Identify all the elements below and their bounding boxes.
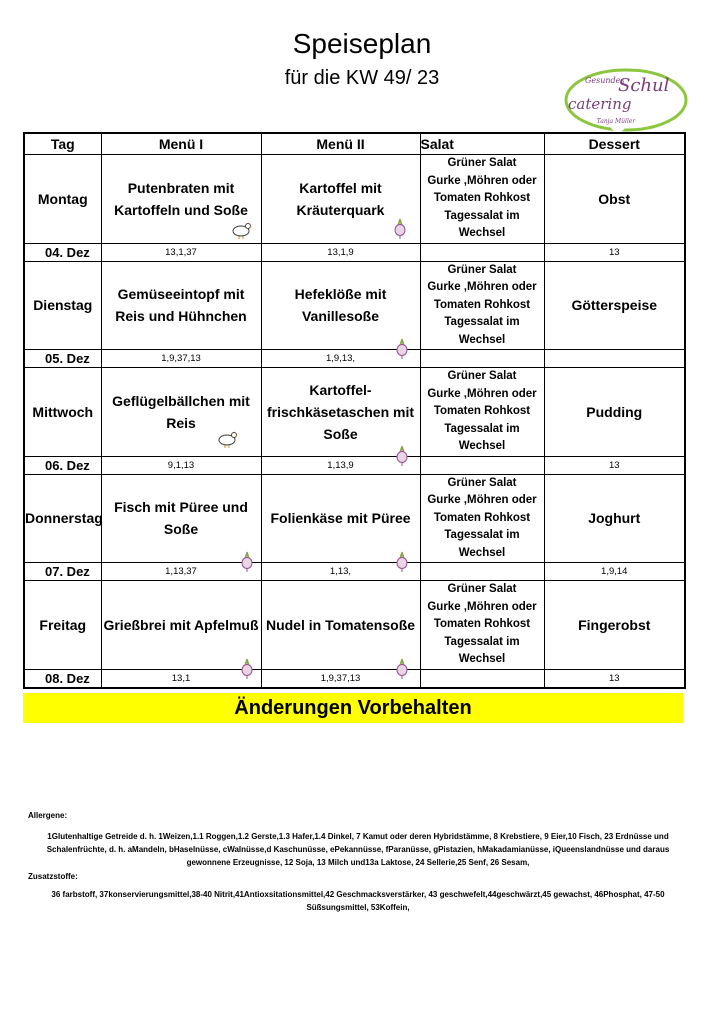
menu-1-text: Gemüseeintopf mit Reis und Hühnchen bbox=[115, 286, 247, 325]
menu-1-text: Geflügelbällchen mit Reis bbox=[112, 392, 250, 431]
menu-2-codes: 13,1,9 bbox=[261, 243, 420, 261]
day-name: Freitag bbox=[24, 581, 101, 670]
beet-icon bbox=[390, 337, 414, 361]
salat-line: Wechsel bbox=[458, 227, 506, 239]
salat-line: Wechsel bbox=[458, 546, 506, 559]
changes-reserved-banner: Änderungen Vorbehalten bbox=[23, 693, 683, 723]
menu-2-text: Hefeklöße mit Vanillesoße bbox=[294, 286, 387, 325]
allergens-text: 1Glutenhaltige Getreide d. h. 1Weizen,1.1 Roggen,1.2 Gerste,1.3 Hafer,1.4 Dinkel, 7 Kamut oder deren Hybridstämme, 8 Krebstiere, 9 Eier,10 Fisch, 23 Erdnüsse und Schalenfrüchte, d. h. aMandeln, bHaselnüsse, cWalnüsse,d Kaschunüsse, ePekannüsse, fParanüsse, gPistazien, hMakadamianüsse, iQueenslandnüsse und daraus gewonnene Erzeugnisse, 12 Soja, 13 Milch und13a Laktose, 24 Sellerie,25 Senf, 26 Sesam, bbox=[46, 832, 670, 867]
menu-2-text: Kartoffel- frischkäsetaschen mit Soße bbox=[266, 381, 415, 442]
salat-line: Gurke ,Möhren oder bbox=[427, 281, 537, 293]
salat-cell bbox=[420, 474, 544, 563]
dessert-codes: 13 bbox=[544, 243, 685, 261]
menu-1-codes: 1,9,37,13 bbox=[101, 350, 261, 368]
date-label: 07. Dez bbox=[24, 563, 101, 581]
day-name: Donnerstag bbox=[24, 474, 101, 563]
menu-1-codes: 13,1 bbox=[101, 669, 261, 688]
salat-line: Grüner Salat bbox=[447, 476, 517, 489]
menu-2-text: Nudel in Tomatensoße bbox=[265, 616, 416, 633]
additives-text: 36 farbstoff, 37konservierungsmittel,38-40 Nitrit,41Antioxsitationsmittel,42 Geschmacksverstärker, 43 geschwefelt,44geschwärzt,45 gewachst, 46Phosphat, 47-50 Süßsungsmittel, 53Koffein, bbox=[51, 890, 665, 912]
menu-2-codes: 1,13,9 bbox=[261, 456, 420, 474]
salat-line: Wechsel bbox=[458, 653, 506, 665]
beet-icon bbox=[390, 444, 414, 468]
page-subtitle: für die KW 49/ 23 bbox=[284, 67, 440, 89]
day-name: Mittwoch bbox=[24, 368, 101, 457]
beet-icon bbox=[390, 550, 414, 574]
menu-1-codes: 1,13,37 bbox=[101, 563, 261, 581]
menu-1-cell bbox=[101, 581, 261, 670]
day-name: Dienstag bbox=[24, 261, 101, 350]
menu-2-codes: 1,13, bbox=[261, 563, 420, 581]
table-row bbox=[24, 368, 685, 457]
salat-line: Tagessalat im bbox=[444, 209, 520, 222]
salat-cell bbox=[420, 155, 544, 244]
salat-line: Wechsel bbox=[458, 440, 506, 452]
salat-line: Wechsel bbox=[458, 333, 506, 346]
date-label: 08. Dez bbox=[24, 669, 101, 688]
beet-icon bbox=[235, 657, 259, 681]
menu-2-codes: 1,9,37,13 bbox=[261, 669, 420, 688]
menu-1-codes: 9,1,13 bbox=[101, 456, 261, 474]
menu-1-text: Fisch mit Püree und Soße bbox=[114, 499, 248, 538]
header-tag: Tag bbox=[24, 133, 101, 155]
salat-line: Gurke ,Möhren oder bbox=[427, 600, 537, 613]
day-name: Montag bbox=[24, 155, 101, 244]
salat-codes bbox=[420, 350, 544, 368]
codes-row bbox=[24, 563, 685, 581]
menu-2-text: Kartoffel mit Kräuterquark bbox=[296, 179, 385, 218]
beet-icon bbox=[390, 657, 414, 681]
salat-line: Grüner Salat bbox=[447, 157, 517, 169]
dessert-codes: 13 bbox=[544, 456, 685, 474]
header-salat: Salat bbox=[420, 133, 544, 155]
salat-cell bbox=[420, 261, 544, 350]
beet-icon bbox=[235, 550, 259, 574]
menu-2-text: Folienkäse mit Püree bbox=[270, 510, 411, 527]
svg-text:Schul: Schul bbox=[618, 75, 670, 96]
additives-title: Zusatzstoffe: bbox=[28, 872, 78, 881]
menu-2-cell bbox=[261, 261, 420, 350]
dessert-cell: Joghurt bbox=[544, 474, 685, 563]
salat-line: Tomaten Rohkost bbox=[433, 618, 531, 630]
page-title: Speiseplan bbox=[292, 28, 432, 59]
salat-line: Tomaten Rohkost bbox=[433, 192, 531, 204]
chicken-icon bbox=[215, 426, 239, 450]
salat-line: Gurke ,Möhren oder bbox=[427, 387, 537, 400]
salat-cell bbox=[420, 581, 544, 670]
chicken-icon bbox=[229, 217, 253, 241]
menu-2-cell bbox=[261, 581, 420, 670]
svg-text:catering: catering bbox=[568, 95, 632, 113]
salat-line: Gurke ,Möhren oder bbox=[427, 174, 537, 187]
beet-icon bbox=[388, 217, 412, 241]
menu-1-text: Putenbraten mit Kartoffeln und Soße bbox=[114, 179, 248, 218]
salat-line: Grüner Salat bbox=[447, 263, 517, 276]
menu-1-cell bbox=[101, 368, 261, 457]
menu-1-cell bbox=[101, 155, 261, 244]
menu-2-cell bbox=[261, 155, 420, 244]
salat-codes bbox=[420, 669, 544, 688]
dessert-codes bbox=[544, 350, 685, 368]
salat-line: Grüner Salat bbox=[447, 583, 517, 595]
header-menu-1: Menü I bbox=[101, 133, 261, 155]
dessert-cell: Pudding bbox=[544, 368, 685, 457]
salat-line: Tomaten Rohkost bbox=[433, 511, 531, 524]
menu-table bbox=[23, 132, 686, 689]
dessert-cell: Götterspeise bbox=[544, 261, 685, 350]
table-row bbox=[24, 474, 685, 563]
header-menu-2: Menü II bbox=[261, 133, 420, 155]
allergens-title: Allergene: bbox=[28, 811, 68, 820]
catering-logo bbox=[560, 64, 690, 136]
table-row bbox=[24, 581, 685, 670]
salat-line: Tomaten Rohkost bbox=[433, 405, 531, 417]
codes-row bbox=[24, 350, 685, 368]
salat-line: Tagessalat im bbox=[444, 635, 520, 648]
codes-row bbox=[24, 669, 685, 688]
dessert-codes: 1,9,14 bbox=[544, 563, 685, 581]
table-header-row bbox=[24, 133, 685, 155]
menu-1-cell bbox=[101, 261, 261, 350]
salat-cell bbox=[420, 368, 544, 457]
date-label: 04. Dez bbox=[24, 243, 101, 261]
salat-line: Tagessalat im bbox=[444, 529, 520, 541]
date-label: 06. Dez bbox=[24, 456, 101, 474]
codes-row bbox=[24, 456, 685, 474]
menu-1-cell bbox=[101, 474, 261, 563]
menu-1-codes: 13,1,37 bbox=[101, 243, 261, 261]
salat-line: Tagessalat im bbox=[444, 422, 520, 435]
dessert-cell: Obst bbox=[544, 155, 685, 244]
salat-codes bbox=[420, 563, 544, 581]
dessert-cell: Fingerobst bbox=[544, 581, 685, 670]
salat-codes bbox=[420, 243, 544, 261]
table-row bbox=[24, 155, 685, 244]
menu-2-cell bbox=[261, 368, 420, 457]
menu-1-text: Grießbrei mit Apfelmuß bbox=[103, 616, 259, 633]
codes-row bbox=[24, 243, 685, 261]
table-row bbox=[24, 261, 685, 350]
menu-2-cell bbox=[261, 474, 420, 563]
header-dessert: Dessert bbox=[544, 133, 685, 155]
svg-text:Gesundes: Gesundes bbox=[585, 76, 625, 85]
dessert-codes: 13 bbox=[544, 669, 685, 688]
salat-line: Grüner Salat bbox=[447, 370, 517, 382]
menu-2-codes: 1,9,13, bbox=[261, 350, 420, 368]
date-label: 05. Dez bbox=[24, 350, 101, 368]
logo-subtext: Tanja Müller bbox=[596, 118, 636, 125]
salat-codes bbox=[420, 456, 544, 474]
salat-line: Tomaten Rohkost bbox=[433, 298, 531, 311]
salat-line: Tagessalat im bbox=[444, 316, 520, 328]
salat-line: Gurke ,Möhren oder bbox=[427, 494, 537, 506]
